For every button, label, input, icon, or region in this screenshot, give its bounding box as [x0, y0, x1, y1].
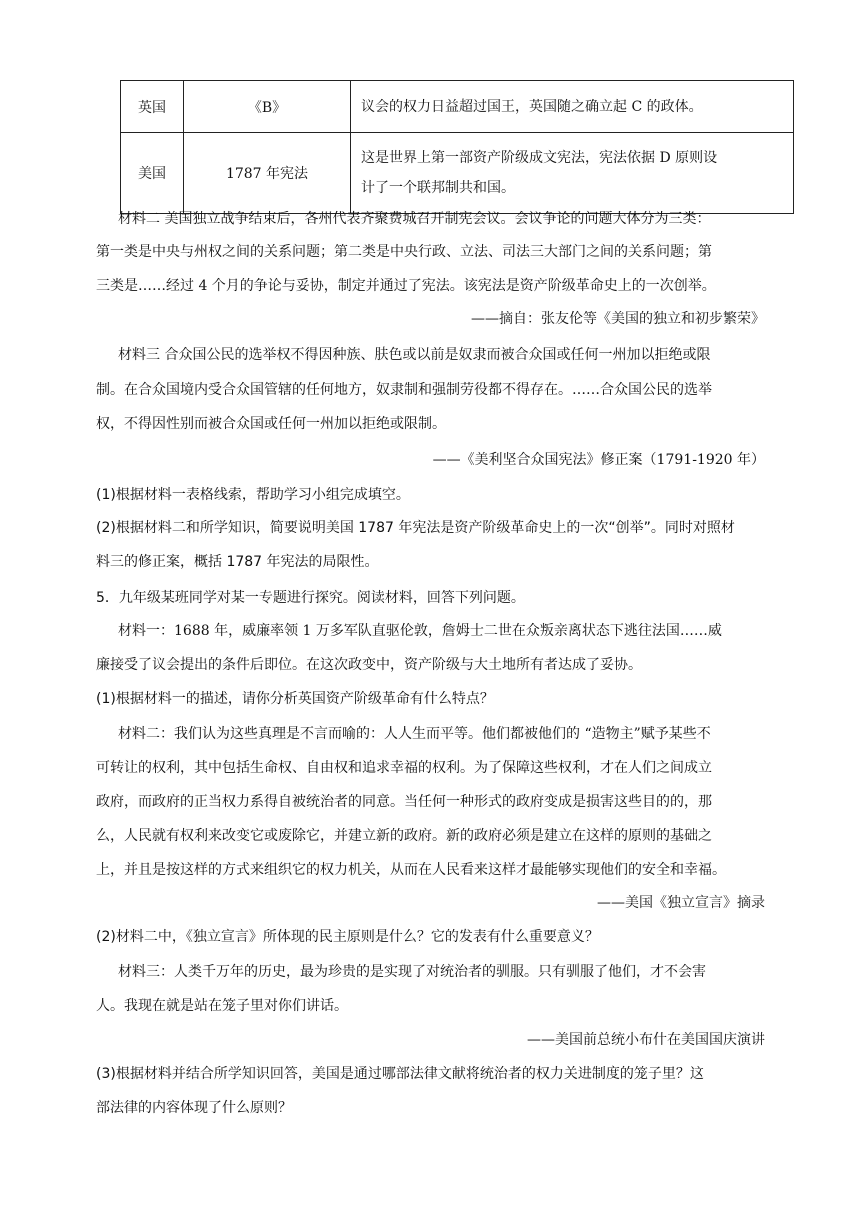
material2-source: ——摘自：张友伦等《美国的独立和初步繁荣》 [471, 311, 765, 327]
item5-material2-line: 政府，而政府的正当权力系得自被统治者的同意。当任何一种形式的政府变成是损害这些目的的，那 [96, 794, 712, 810]
table-cell-document: 1787 年宪法 [184, 133, 351, 214]
item5-material1-line: 材料一：1688 年，威廉率领 1 万多军队直驱伦敦，詹姆士二世在众叛亲离状态下逃往法国……威 [118, 623, 722, 639]
table-cell-line: 这是世界上第一部资产阶级成文宪法，宪法依据 D 原则设 [361, 150, 718, 166]
item5-material2-line: 么，人民就有权利来改变它或废除它，并建立新的政府。新的政府必须是建立在这样的原则的基础之 [96, 828, 712, 844]
material3-source: ——《美利坚合众国宪法》修正案（1791-1920 年） [432, 452, 765, 468]
table-row [121, 81, 794, 133]
material3-line: 制。在合众国境内受合众国管辖的任何地方，奴隶制和强制劳役都不得存在。……合众国公民的选举 [96, 382, 712, 398]
material2-line: 第一类是中央与州权之间的关系问题；第二类是中央行政、立法、司法三大部门之间的关系问题；第 [96, 244, 712, 260]
table-cell-line: 议会的权力日益超过国王，英国随之确立起 C 的政体。 [361, 98, 703, 115]
comparison-table [120, 80, 794, 214]
item5-material2-source: ——美国《独立宣言》摘录 [597, 895, 765, 911]
table-cell-country: 英国 [121, 81, 184, 133]
item5-material3-line: 材料三：人类千万年的历史，最为珍贵的是实现了对统治者的驯服。只有驯服了他们，才不会害 [118, 964, 706, 980]
table-cell-content [351, 133, 794, 214]
item5-material1-line: 廉接受了议会提出的条件后即位。在这次政变中，资产阶级与大土地所有者达成了妥协。 [96, 657, 642, 673]
material2-line: 三类是……经过 4 个月的争论与妥协，制定并通过了宪法。该宪法是资产阶级革命史上的一次创举。 [96, 278, 716, 294]
material2-line: 材料二 美国独立战争结束后，各州代表齐聚费城召开制宪会议。会议争论的问题大体分为三类： [118, 211, 711, 227]
question-1: (1)根据材料一表格线索，帮助学习小组完成填空。 [96, 487, 410, 503]
table-cell-document: 《B》 [184, 81, 351, 133]
item5-material2-line: 可转让的权利，其中包括生命权、自由权和追求幸福的权利。为了保障这些权利，才在人们之间成立 [96, 760, 712, 776]
material3-line: 材料三 合众国公民的选举权不得因种族、肤色或以前是奴隶而被合众国或任何一州加以拒绝或限 [118, 347, 711, 363]
table-cell-content [351, 81, 794, 133]
item5-question-1: (1)根据材料一的描述，请你分析英国资产阶级革命有什么特点？ [96, 691, 494, 707]
material3-line: 权，不得因性别而被合众国或任何一州加以拒绝或限制。 [96, 416, 446, 432]
item5-question-2: (2)材料二中，《独立宣言》所体现的民主原则是什么？它的发表有什么重要意义？ [96, 929, 599, 945]
table-cell-line: 计了一个联邦制共和国。 [361, 180, 515, 196]
item5-question-3-line: 部法律的内容体现了什么原则？ [96, 1100, 292, 1116]
question-2-line: (2)根据材料二和所学知识，简要说明美国 1787 年宪法是资产阶级革命史上的一次“创举”。同时对照材 [96, 520, 735, 536]
item5-material2-line: 上，并且是按这样的方式来组织它的权力机关，从而在人民看来这样才最能够实现他们的安全和幸福。 [96, 862, 726, 878]
question-2-line: 料三的修正案，概括 1787 年宪法的局限性。 [96, 554, 379, 570]
item5-heading: 5．九年级某班同学对某一专题进行探究。阅读材料，回答下列问题。 [96, 590, 525, 606]
table-cell-country: 美国 [121, 133, 184, 214]
item5-question-3-line: (3)根据材料并结合所学知识回答，美国是通过哪部法律文献将统治者的权力关进制度的笼子里？这 [96, 1066, 704, 1082]
item5-material2-line: 材料二：我们认为这些真理是不言而喻的：人人生而平等。他们都被他们的 “造物主”赋予某些不 [118, 726, 711, 742]
item5-material3-source: ——美国前总统小布什在美国国庆演讲 [527, 1032, 765, 1048]
table-row [121, 133, 794, 214]
item5-material3-line: 人。我现在就是站在笼子里对你们讲话。 [96, 998, 348, 1014]
